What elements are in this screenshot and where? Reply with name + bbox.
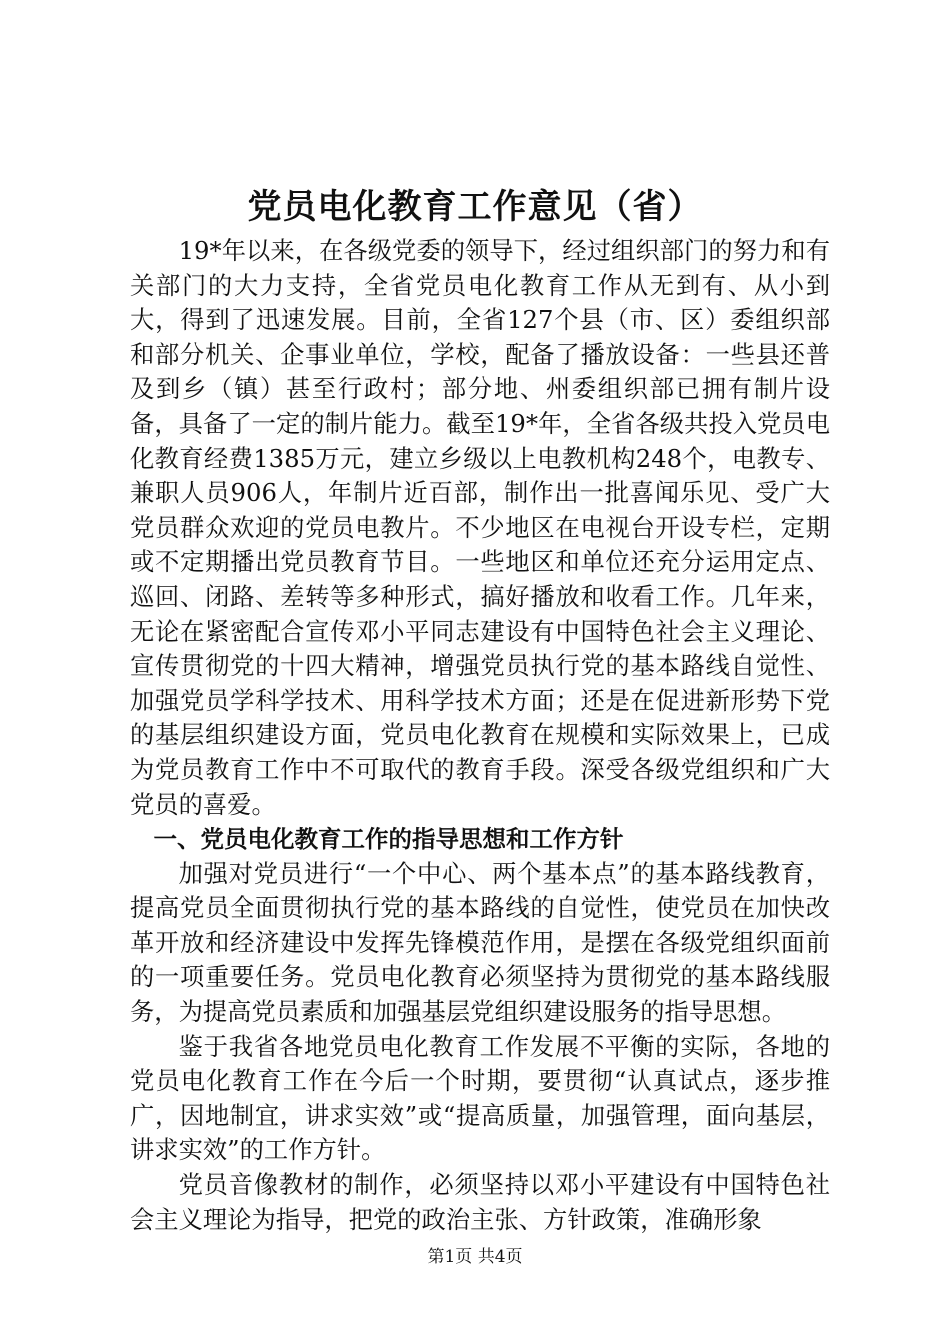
section-paragraph: 党员音像教材的制作，必须坚持以邓小平建设有中国特色社会主义理论为指导，把党的政治主张、方针政策，准确形象: [130, 1170, 830, 1234]
document-title: 党员电化教育工作意见（省）: [247, 187, 703, 227]
section-paragraph: 加强对党员进行“一个中心、两个基本点”的基本路线教育，提高党员全面贯彻执行党的基本路线的自觉性，使党员在加快改革开放和经济建设中发挥先锋模范作用，是摆在各级党组织面前的一项重要任务。党员电化教育必须坚持为贯彻党的基本路线服务，为提高党员素质和加强基层党组织建设服务的指导思想。: [130, 858, 830, 1027]
page-number-footer: 第1页 共4页: [427, 1247, 523, 1267]
intro-paragraph: 19*年以来，在各级党委的领导下，经过组织部门的努力和有关部门的大力支持，全省党员电化教育工作从无到有、从小到大，得到了迅速发展。目前，全省127个县（市、区）委组织部和部分机关、企事业单位，学校，配备了播放设备：一些县还普及到乡（镇）甚至行政村；部分地、州委组织部已拥有制片设备，具备了一定的制片能力。截至19*年，全省各级共投入党员电化教育经费1385万元，建立乡级以上电教机构248个，电教专、兼职人员906人，年制片近百部，制作出一批喜闻乐见、受广大党员群众欢迎的党员电教片。不少地区在电视台开设专栏，定期或不定期播出党员教育节目。一些地区和单位还充分运用定点、巡回、闭路、差转等多种形式，搞好播放和收看工作。几年来，无论在紧密配合宣传邓小平同志建设有中国特色社会主义理论、宣传贯彻党的十四大精神，增强党员执行党的基本路线自觉性、加强党员学科学技术、用科学技术方面；还是在促进新形势下党的基层组织建设方面，党员电化教育在规模和实际效果上，已成为党员教育工作中不可取代的教育手段。深受各级党组织和广大党员的喜爱。: [130, 236, 830, 819]
section-heading: 一、党员电化教育工作的指导思想和工作方针: [153, 825, 624, 854]
section-paragraph: 鉴于我省各地党员电化教育工作发展不平衡的实际，各地的党员电化教育工作在今后一个时期，要贯彻“认真试点，逐步推广，因地制宜，讲求实效”或“提高质量，加强管理，面向基层，讲求实效”的工作方针。: [130, 1031, 830, 1165]
document-body: [130, 234, 830, 1237]
